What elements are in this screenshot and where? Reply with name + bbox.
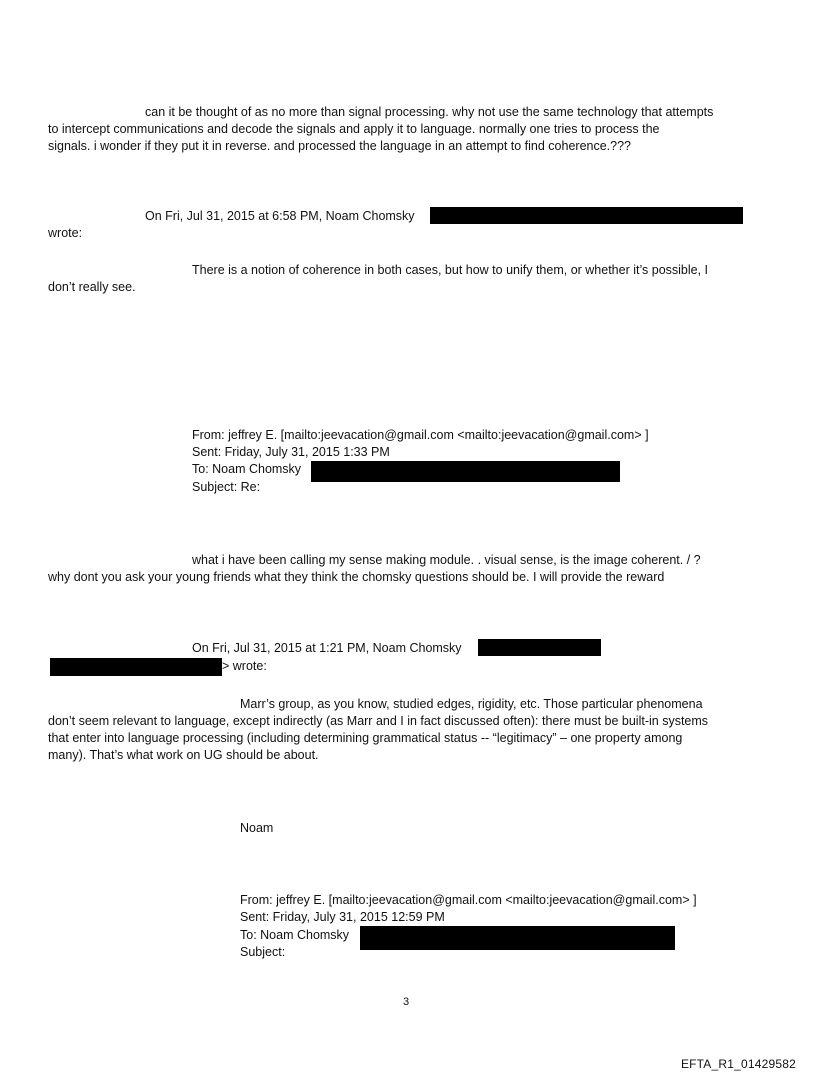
body-text-line: don’t seem relevant to language, except indirectly (as Marr and I in fact discussed often): there must be built-in systems — [48, 714, 709, 728]
quote-attribution-wrote: > wrote: — [222, 659, 267, 673]
email-to: To: Noam Chomsky — [240, 928, 350, 942]
body-text-line: what i have been calling my sense making module. . visual sense, is the image coherent. / ? — [192, 553, 701, 567]
body-text-line: Marr’s group, as you know, studied edges, rigidity, etc. Those particular phenomena — [240, 697, 703, 711]
quote-attribution: On Fri, Jul 31, 2015 at 6:58 PM, Noam Chomsky — [145, 209, 415, 223]
body-text-line: to intercept communications and decode the signals and apply it to language. normally one tries to process the — [48, 122, 660, 136]
redaction-bar — [311, 461, 620, 482]
body-text-line: There is a notion of coherence in both cases, but how to unify them, or whether it’s possible, I — [192, 263, 709, 277]
body-text-line: why dont you ask your young friends what they think the chomsky questions should be. I will provide the reward — [48, 570, 665, 584]
page-number: 3 — [403, 996, 410, 1008]
email-subject: Subject: Re: — [192, 480, 261, 494]
body-text-line: signals. i wonder if they put it in reverse. and processed the language in an attempt to find coherence.??? — [48, 139, 632, 153]
body-text-line: can it be thought of as no more than signal processing. why not use the same technology that attempts — [145, 105, 714, 119]
body-text-line: many). That’s what work on UG should be about. — [48, 748, 319, 762]
redaction-bar — [360, 926, 675, 950]
email-from: From: jeffrey E. [mailto:jeevacation@gmail.com <mailto:jeevacation@gmail.com> ] — [240, 893, 697, 907]
body-text-line: that enter into language processing (including determining grammatical status -- “legitimacy” – one property among — [48, 731, 683, 745]
email-sent: Sent: Friday, July 31, 2015 1:33 PM — [192, 445, 390, 459]
quote-attribution: On Fri, Jul 31, 2015 at 1:21 PM, Noam Chomsky — [192, 641, 462, 655]
email-sent: Sent: Friday, July 31, 2015 12:59 PM — [240, 910, 445, 924]
redaction-bar — [478, 639, 601, 656]
email-to: To: Noam Chomsky — [192, 462, 302, 476]
signature: Noam — [240, 821, 274, 835]
quote-attribution-wrote: wrote: — [48, 226, 83, 240]
redaction-bar — [430, 207, 743, 224]
email-subject: Subject: — [240, 945, 286, 959]
redaction-bar — [50, 658, 222, 676]
body-text-line: don’t really see. — [48, 280, 136, 294]
document-id: EFTA_R1_01429582 — [680, 1057, 796, 1071]
email-from: From: jeffrey E. [mailto:jeevacation@gmail.com <mailto:jeevacation@gmail.com> ] — [192, 428, 649, 442]
